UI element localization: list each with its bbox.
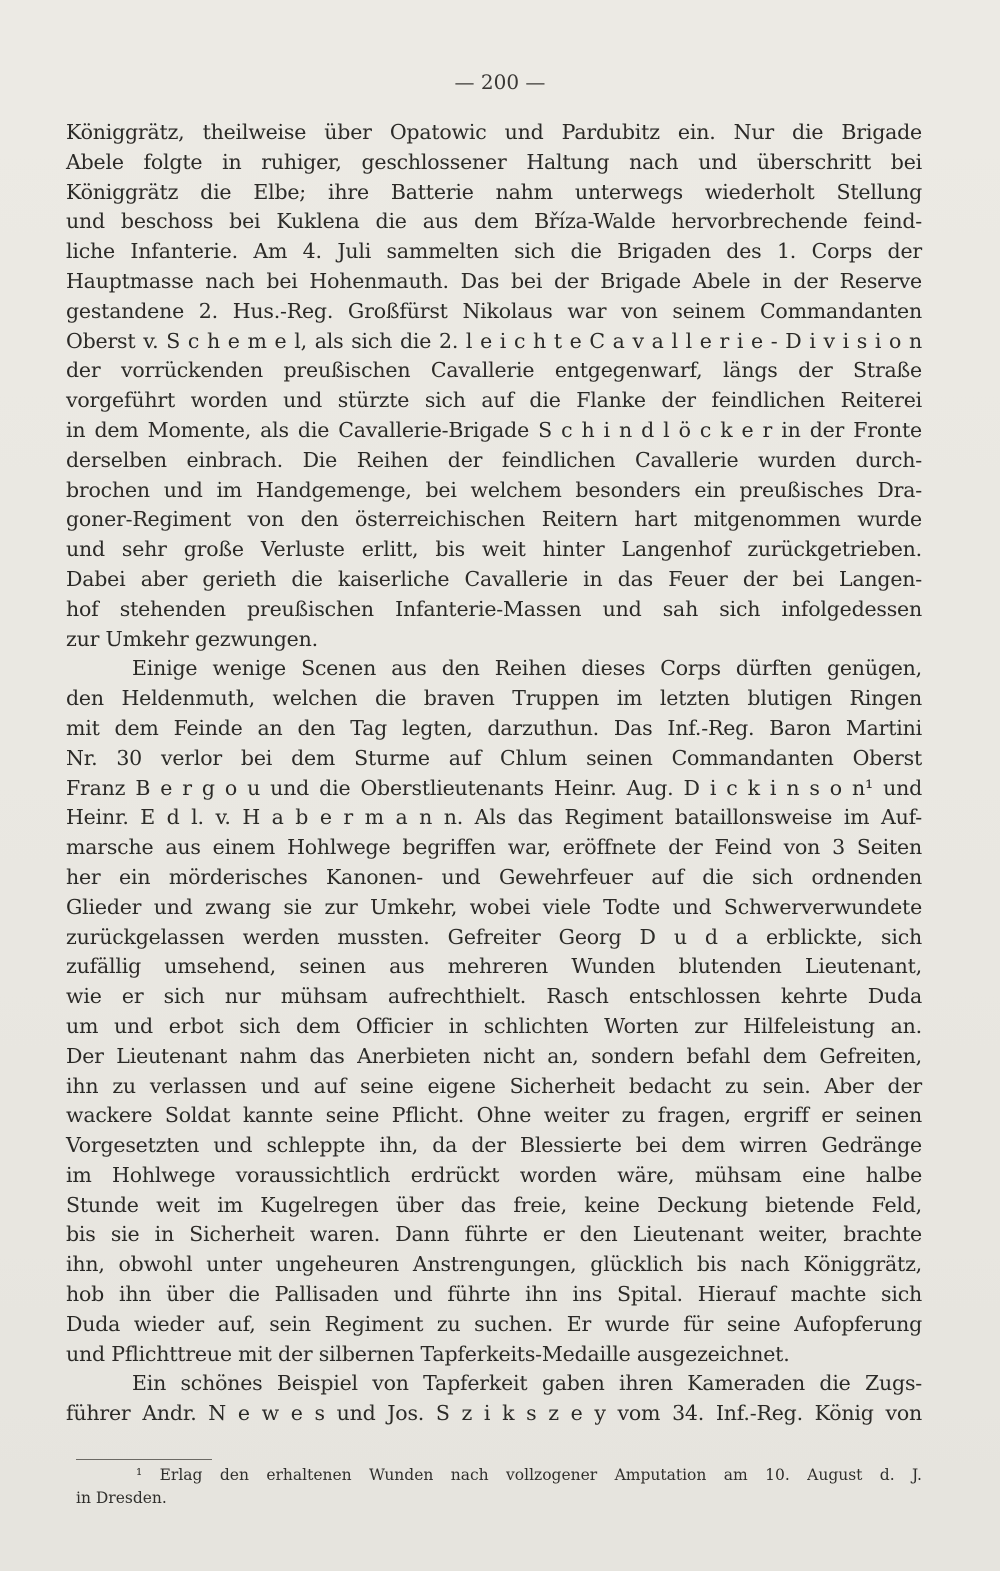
text-line: mit dem Feinde an den Tag legten, darzuthun. Das Inf.-Reg. Baron Martini (66, 715, 922, 740)
text-line: liche Infanterie. Am 4. Juli sammelten sich die Brigaden des 1. Corps der (66, 239, 922, 264)
text-line: im Hohlwege voraussichtlich erdrückt worden wäre, mühsam eine halbe (66, 1162, 922, 1187)
text-line: ihn zu verlassen und auf seine eigene Sicherheit bedacht zu sein. Aber der (66, 1073, 922, 1098)
text-line: zurückgelassen werden mussten. Gefreiter Georg D u d a erblickte, sich (66, 924, 922, 949)
text-line: her ein mörderisches Kanonen- und Gewehrfeuer auf die sich ordnenden (66, 864, 922, 889)
text-line: goner-Regiment von den österreichischen Reitern hart mitgenommen wurde (66, 507, 922, 532)
text-line: bis sie in Sicherheit waren. Dann führte er den Lieutenant weiter, brachte (66, 1222, 922, 1247)
text-line: zur Umkehr gezwungen. (66, 626, 318, 651)
footnote-line: in Dresden. (76, 1489, 167, 1507)
text-line: zufällig umsehend, seinen aus mehreren Wunden blutenden Lieutenant, (66, 954, 922, 979)
text-line: Stunde weit im Kugelregen über das freie, keine Deckung bietende Feld, (66, 1192, 922, 1217)
text-line: Franz B e r g o u und die Oberstlieutenants Heinr. Aug. D i c k i n s o n¹ und (66, 775, 922, 800)
text-line: Vorgesetzten und schleppte ihn, da der Blessierte bei dem wirren Gedränge (66, 1133, 922, 1158)
text-line: Abele folgte in ruhiger, geschlossener Haltung nach und überschritt bei (66, 149, 922, 174)
text-line: ihn, obwohl unter ungeheuren Anstrengungen, glücklich bis nach Königgrätz, (66, 1252, 922, 1277)
text-line: Dabei aber gerieth die kaiserliche Cavallerie in das Feuer der bei Langen- (66, 566, 922, 591)
text-line: und beschoss bei Kuklena die aus dem Bříza-Walde hervorbrechende feind- (66, 209, 922, 234)
page-number: — 200 — (454, 70, 546, 94)
text-line: Duda wieder auf, sein Regiment zu suchen. Er wurde für seine Aufopferung (66, 1311, 922, 1336)
text-line: wackere Soldat kannte seine Pflicht. Ohne weiter zu fragen, ergriff er seinen (66, 1103, 922, 1128)
text-line: Ein schönes Beispiel von Tapferkeit gaben ihren Kameraden die Zugs- (132, 1371, 922, 1396)
text-line: derselben einbrach. Die Reihen der feindlichen Cavallerie wurden durch- (66, 447, 922, 472)
text-line: um und erbot sich dem Officier in schlichten Worten zur Hilfeleistung an. (66, 1013, 922, 1038)
text-line: Der Lieutenant nahm das Anerbieten nicht an, sondern befahl dem Gefreiten, (66, 1043, 922, 1068)
text-line: hof stehenden preußischen Infanterie-Massen und sah sich infolgedessen (66, 596, 922, 621)
text-line: gestandene 2. Hus.-Reg. Großfürst Nikolaus war von seinem Commandanten (66, 298, 922, 323)
text-line: und sehr große Verluste erlitt, bis weit hinter Langenhof zurückgetrieben. (66, 537, 922, 562)
text-line: Glieder und zwang sie zur Umkehr, wobei viele Todte und Schwerverwundete (66, 894, 922, 919)
text-line: Einige wenige Scenen aus den Reihen dieses Corps dürften genügen, (132, 656, 922, 681)
text-line: Nr. 30 verlor bei dem Sturme auf Chlum seinen Commandanten Oberst (66, 745, 922, 770)
text-line: brochen und im Handgemenge, bei welchem besonders ein preußisches Dra- (66, 477, 922, 502)
footnote (76, 1464, 922, 1510)
text-line: hob ihn über die Pallisaden und führte ihn ins Spital. Hierauf machte sich (66, 1282, 922, 1307)
text-line: vorgeführt worden und stürzte sich auf die Flanke der feindlichen Reiterei (66, 388, 922, 413)
text-line: Oberst v. S c h e m e l, als sich die 2. l e i c h t e C a v a l l e r i e - D i v i s i o n (66, 328, 922, 353)
text-line: den Heldenmuth, welchen die braven Truppen im letzten blutigen Ringen (66, 686, 922, 711)
text-line: der vorrückenden preußischen Cavallerie entgegenwarf, längs der Straße (66, 358, 922, 383)
text-line: führer Andr. N e w e s und Jos. S z i k s z e y vom 34. Inf.-Reg. König von (66, 1401, 922, 1426)
footnote-separator (76, 1459, 212, 1460)
text-line: Königgrätz die Elbe; ihre Batterie nahm unterwegs wiederholt Stellung (66, 179, 922, 204)
text-line: wie er sich nur mühsam aufrechthielt. Rasch entschlossen kehrte Duda (66, 984, 922, 1009)
text-line: und Pflichttreue mit der silbernen Tapferkeits-Medaille ausgezeichnet. (66, 1341, 790, 1366)
text-line: in dem Momente, als die Cavallerie-Brigade S c h i n d l ö c k e r in der Fronte (66, 417, 922, 442)
text-line: Heinr. E d l. v. H a b e r m a n n. Als das Regiment bataillonsweise im Auf- (66, 805, 922, 830)
text-line: marsche aus einem Hohlwege begriffen war, eröffnete der Feind von 3 Seiten (66, 835, 922, 860)
text-line: Hauptmasse nach bei Hohenmauth. Das bei der Brigade Abele in der Reserve (66, 268, 922, 293)
footnote-line: ¹ Erlag den erhaltenen Wunden nach vollzogener Amputation am 10. August d. J. (136, 1466, 922, 1484)
text-line: Königgrätz, theilweise über Opatowic und Pardubitz ein. Nur die Brigade (66, 120, 922, 144)
body-text (66, 118, 922, 1429)
